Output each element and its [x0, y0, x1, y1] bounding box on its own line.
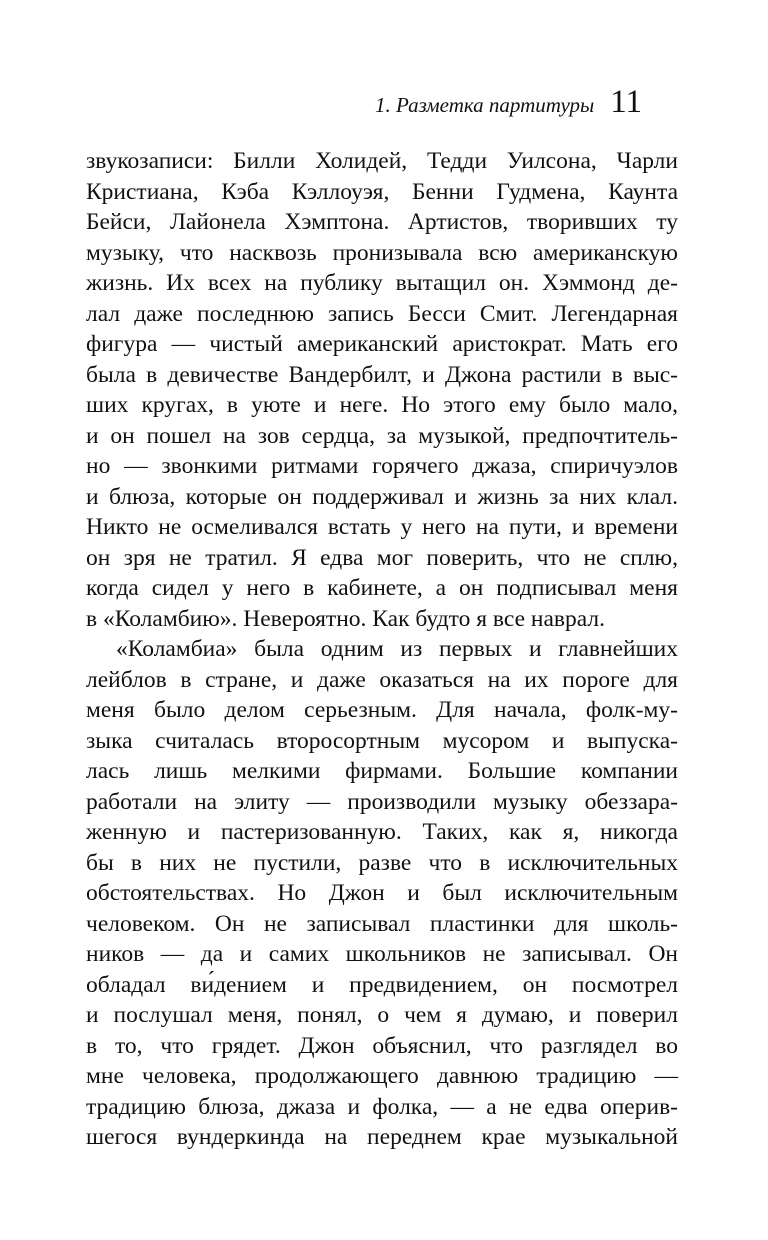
text-line: лейблов в стране, и даже оказаться на их пороге для — [86, 666, 678, 693]
text-line: ших кругах, в уюте и неге. Но этого ему было мало, — [86, 392, 678, 418]
text-line: шегося вундеркинда на переднем крае музыкальной — [86, 1124, 678, 1150]
text-line: Бейси, Лайонела Хэмптона. Артистов, творивших ту — [86, 209, 678, 235]
text-line: лась лишь мелкими фирмами. Большие компании — [86, 758, 678, 784]
text-line: и блюза, которые он поддерживал и жизнь за них клал. — [86, 483, 678, 510]
text-line: и он пошел на зов сердца, за музыкой, предпочтитель- — [86, 422, 678, 449]
text-line: человеком. Он не записывал пластинки для школь- — [86, 910, 678, 937]
text-line: но — звонкими ритмами горячего джаза, спиричуэлов — [86, 453, 678, 479]
text-line: жизнь. Их всех на публику вытащил он. Хэммонд де- — [86, 270, 678, 296]
text-line: в «Коламбию». Невероятно. Как будто я все наврал. — [86, 605, 605, 632]
text-line: Кристиана, Кэба Кэллоуэя, Бенни Гудмена, Каунта — [86, 178, 678, 205]
page-number: 11 — [610, 84, 642, 120]
paragraph-1 — [86, 146, 678, 634]
text-line: фигура — чистый американский аристократ. Мать его — [86, 331, 678, 357]
text-line: работали на элиту — производили музыку обеззара- — [86, 788, 678, 815]
text-line: музыку, что насквозь пронизывала всю американскую — [86, 239, 678, 266]
text-line: была в девичестве Вандербилт, и Джона растили в выс- — [86, 361, 678, 388]
text-line: мне человека, продолжающего давнюю традицию — — [86, 1063, 678, 1089]
text-line: Никто не осмеливался встать у него на пути, и времени — [86, 514, 678, 540]
text-line: и послушал меня, понял, о чем я думаю, и поверил — [86, 1002, 678, 1028]
paragraph-2 — [86, 634, 678, 1153]
text-line: обладал ви́дением и предвидением, он посмотрел — [86, 971, 678, 998]
body-text — [86, 146, 678, 1153]
text-line: лал даже последнюю запись Бесси Смит. Легендарная — [86, 300, 678, 327]
text-line: меня было делом серьезным. Для начала, фолк-му- — [86, 697, 678, 723]
text-line: обстоятельствах. Но Джон и был исключительным — [86, 880, 678, 906]
chapter-title: 1. Разметка партитуры — [375, 93, 595, 117]
text-line: в то, что грядет. Джон объяснил, что разглядел во — [86, 1032, 678, 1059]
text-line: он зря не тратил. Я едва мог поверить, что не сплю, — [86, 544, 678, 571]
text-line: бы в них не пустили, разве что в исключительных — [86, 849, 678, 876]
text-line: ников — да и самих школьников не записывал. Он — [86, 941, 678, 967]
running-head — [375, 84, 642, 121]
text-line: традицию блюза, джаза и фолка, — а не едва оперив- — [86, 1093, 678, 1120]
text-line: женную и пастеризованную. Таких, как я, никогда — [86, 819, 678, 845]
text-line: звукозаписи: Билли Холидей, Тедди Уилсона, Чарли — [86, 148, 678, 174]
text-line: зыка считалась второсортным мусором и выпуска- — [86, 727, 678, 754]
text-line: когда сидел у него в кабинете, а он подписывал меня — [86, 575, 678, 601]
text-line: «Коламбиа» была одним из первых и главнейших — [116, 636, 678, 662]
